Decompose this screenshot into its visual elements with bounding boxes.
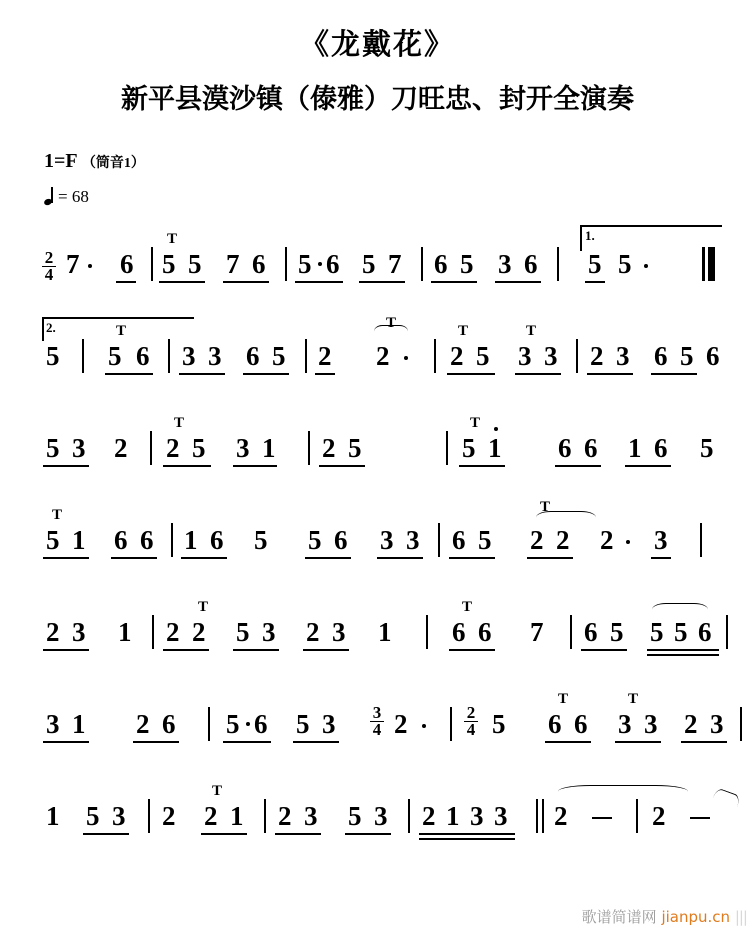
note: 5 xyxy=(476,341,490,371)
note: 1 xyxy=(72,525,86,555)
note: 7 xyxy=(530,617,544,647)
note: 6 xyxy=(452,617,466,647)
note: 6 xyxy=(434,249,448,279)
barline xyxy=(208,707,210,741)
score-system xyxy=(40,401,730,493)
note: 3 xyxy=(470,801,484,831)
barline xyxy=(557,247,559,281)
tempo-value: = 68 xyxy=(58,187,89,206)
barline xyxy=(171,523,173,557)
note: 3 xyxy=(332,617,346,647)
note: 3 xyxy=(182,341,196,371)
note: 5 xyxy=(618,249,632,279)
note: 2 xyxy=(376,341,390,371)
note: 1 xyxy=(262,433,276,463)
note: 3 xyxy=(72,433,86,463)
footer-watermark xyxy=(582,906,747,927)
time-signature: 2 4 xyxy=(42,250,56,283)
ornament-mark: T xyxy=(167,231,178,247)
augmentation-dot xyxy=(404,356,408,360)
ornament-mark: T xyxy=(470,415,481,431)
barline xyxy=(408,799,410,833)
note: 3 xyxy=(236,433,250,463)
note: 2 xyxy=(422,801,436,831)
beam-underline xyxy=(83,833,129,835)
note: 6 xyxy=(252,249,266,279)
beam-underline xyxy=(159,281,205,283)
beam-underline xyxy=(459,465,505,467)
beam-underline xyxy=(303,649,349,651)
note: 2 xyxy=(166,433,180,463)
note: 6 xyxy=(452,525,466,555)
barline xyxy=(168,339,170,373)
beam-underline xyxy=(585,281,605,283)
beam-underline xyxy=(223,741,271,743)
note: 2 xyxy=(114,433,128,463)
beam-underline xyxy=(201,833,247,835)
beam-underline xyxy=(233,465,277,467)
note: 6 xyxy=(574,709,588,739)
footer-site-en: jianpu.cn xyxy=(661,908,731,926)
note: 2 xyxy=(306,617,320,647)
note: 5 xyxy=(46,341,60,371)
beam-underline xyxy=(419,833,515,835)
beam-underline-2 xyxy=(647,654,719,656)
barline xyxy=(151,247,153,281)
augmentation-dot xyxy=(246,722,250,726)
augmentation-dot xyxy=(626,540,630,544)
note: 1 xyxy=(628,433,642,463)
beam-underline xyxy=(377,557,423,559)
note: 5 xyxy=(680,341,694,371)
beam-underline xyxy=(527,557,573,559)
note: 5 xyxy=(108,341,122,371)
note: 1 xyxy=(488,433,502,463)
slur xyxy=(558,785,688,798)
note: 2 xyxy=(554,801,568,831)
beam-underline xyxy=(359,281,405,283)
ornament-mark: T xyxy=(526,323,537,339)
note: 1 xyxy=(46,801,60,831)
note: 5 xyxy=(674,617,688,647)
note: 7 xyxy=(66,249,80,279)
barline xyxy=(438,523,440,557)
barline xyxy=(446,431,448,465)
barline xyxy=(426,615,428,649)
note: 6 xyxy=(698,617,712,647)
barline xyxy=(726,615,728,649)
note: 2 xyxy=(204,801,218,831)
note: 2 xyxy=(318,341,332,371)
beam-underline xyxy=(431,281,477,283)
note: 5 xyxy=(348,801,362,831)
beam-underline xyxy=(43,649,89,651)
note: 2 xyxy=(322,433,336,463)
beam-underline xyxy=(305,557,351,559)
note: 1 xyxy=(118,617,132,647)
barline xyxy=(434,339,436,373)
note: 1 xyxy=(184,525,198,555)
score-body xyxy=(40,217,730,861)
note: 3 xyxy=(46,709,60,739)
note: 3 xyxy=(544,341,558,371)
ornament-mark: T xyxy=(628,691,639,707)
note: 2 xyxy=(162,801,176,831)
note: 5 xyxy=(192,433,206,463)
note: 5 xyxy=(254,525,268,555)
beam-underline xyxy=(233,649,279,651)
time-signature-change: 2 4 xyxy=(464,705,478,738)
note: 5 xyxy=(188,249,202,279)
note: 3 xyxy=(406,525,420,555)
note: 1 xyxy=(230,801,244,831)
note: 2 xyxy=(46,617,60,647)
note: 6 xyxy=(584,433,598,463)
augmentation-dot xyxy=(88,264,92,268)
note: 6 xyxy=(334,525,348,555)
barline xyxy=(152,615,154,649)
beam-underline-2 xyxy=(419,838,515,840)
beam-underline xyxy=(345,833,391,835)
note: 3 xyxy=(304,801,318,831)
barline xyxy=(576,339,578,373)
barline xyxy=(305,339,307,373)
beam-underline xyxy=(447,373,495,375)
note: 3 xyxy=(322,709,336,739)
ornament-mark: T xyxy=(198,599,209,615)
beam-underline xyxy=(449,649,495,651)
ornament-mark: T xyxy=(116,323,127,339)
note: 3 xyxy=(618,709,632,739)
beam-underline xyxy=(179,373,225,375)
beam-underline xyxy=(545,741,591,743)
augmentation-dot xyxy=(422,724,426,728)
score-system xyxy=(40,769,730,861)
note: 5 xyxy=(610,617,624,647)
barline xyxy=(536,799,538,833)
note: 5 xyxy=(46,525,60,555)
ornament-mark: T xyxy=(540,499,551,515)
note: 3 xyxy=(494,801,508,831)
score-system xyxy=(40,677,730,769)
note: 3 xyxy=(380,525,394,555)
barline xyxy=(542,799,544,833)
note: 5 xyxy=(272,341,286,371)
note: 2 xyxy=(166,617,180,647)
note: 6 xyxy=(654,341,668,371)
note: 3 xyxy=(262,617,276,647)
note: 7 xyxy=(226,249,240,279)
barline xyxy=(308,431,310,465)
note: 2 xyxy=(652,801,666,831)
ornament-mark: T xyxy=(558,691,569,707)
score-system xyxy=(40,217,730,309)
note: 5 xyxy=(236,617,250,647)
quarter-note-icon xyxy=(44,187,55,207)
barline xyxy=(264,799,266,833)
note: 2 xyxy=(530,525,544,555)
beam-underline xyxy=(651,373,697,375)
barline xyxy=(421,247,423,281)
note: 3 xyxy=(72,617,86,647)
sheet-music-page xyxy=(0,22,755,933)
repeat-end-barline xyxy=(702,247,705,281)
barline xyxy=(150,431,152,465)
note: 5 xyxy=(462,433,476,463)
volta-bracket xyxy=(580,225,722,251)
key-signature: 1=F xyxy=(44,150,77,172)
note: 6 xyxy=(584,617,598,647)
repeat-end-barline-thick xyxy=(708,247,715,281)
score-system xyxy=(40,493,730,585)
volta-number: 1. xyxy=(585,228,595,243)
note: 3 xyxy=(498,249,512,279)
beam-underline xyxy=(315,373,335,375)
note: 5 xyxy=(46,433,60,463)
slur xyxy=(652,603,708,616)
note: 5 xyxy=(460,249,474,279)
note: 2 xyxy=(136,709,150,739)
beam-underline xyxy=(615,741,661,743)
beam-underline xyxy=(319,465,365,467)
ornament-mark: T xyxy=(386,315,397,331)
volta-number: 2. xyxy=(46,320,56,335)
beam-underline xyxy=(681,741,727,743)
beam-underline xyxy=(647,649,719,651)
note: 6 xyxy=(114,525,128,555)
beam-underline xyxy=(243,373,289,375)
note: 6 xyxy=(162,709,176,739)
note: 1 xyxy=(378,617,392,647)
barline xyxy=(285,247,287,281)
note: 7 xyxy=(388,249,402,279)
barline xyxy=(636,799,638,833)
ornament-mark: T xyxy=(462,599,473,615)
note: 3 xyxy=(616,341,630,371)
ornament-mark: T xyxy=(52,507,63,523)
note: 3 xyxy=(644,709,658,739)
ornament-mark: T xyxy=(458,323,469,339)
barline xyxy=(450,707,452,741)
note: 3 xyxy=(208,341,222,371)
barline xyxy=(148,799,150,833)
beam-underline xyxy=(555,465,601,467)
beam-underline xyxy=(275,833,321,835)
time-signature-change: 3 4 xyxy=(370,705,384,738)
barline xyxy=(740,707,742,741)
ornament-mark: T xyxy=(212,783,223,799)
note: 2 xyxy=(450,341,464,371)
note: 6 xyxy=(548,709,562,739)
note: 5 xyxy=(478,525,492,555)
note: 5 xyxy=(492,709,506,739)
note: 6 xyxy=(524,249,538,279)
note: 5 xyxy=(162,249,176,279)
note: 3 xyxy=(518,341,532,371)
beam-underline xyxy=(105,373,153,375)
note: 6 xyxy=(326,249,340,279)
note: 6 xyxy=(246,341,260,371)
note: 2 xyxy=(394,709,408,739)
beam-underline xyxy=(116,281,136,283)
note: 2 xyxy=(192,617,206,647)
note: 5 xyxy=(650,617,664,647)
note: 6 xyxy=(210,525,224,555)
beam-underline xyxy=(295,281,343,283)
slur-tail xyxy=(709,787,741,818)
sustain-dash xyxy=(690,817,710,819)
note: 2 xyxy=(556,525,570,555)
key-signature-line xyxy=(44,150,755,173)
beam-underline xyxy=(587,373,633,375)
footer-bars-icon: ||| xyxy=(734,908,747,926)
tempo-marking xyxy=(44,187,755,207)
augmentation-dot xyxy=(644,264,648,268)
barline xyxy=(700,523,702,557)
beam-underline xyxy=(43,741,89,743)
ornament-mark: T xyxy=(174,415,185,431)
note: 6 xyxy=(136,341,150,371)
augmentation-dot xyxy=(318,262,322,266)
beam-underline xyxy=(181,557,227,559)
note: 6 xyxy=(254,709,268,739)
note: 5 xyxy=(226,709,240,739)
beam-underline xyxy=(449,557,495,559)
beam-underline xyxy=(163,465,211,467)
octave-dot-above xyxy=(494,427,498,431)
score-system xyxy=(40,309,730,401)
note: 6 xyxy=(706,341,720,371)
key-note: （筒音1） xyxy=(81,156,145,171)
page-subtitle: 新平县漠沙镇（傣雅）刀旺忠、封开全演奏 xyxy=(121,84,634,115)
note: 6 xyxy=(558,433,572,463)
page-title: 《龙戴花》 xyxy=(299,27,455,61)
note: 3 xyxy=(112,801,126,831)
note: 5 xyxy=(348,433,362,463)
note: 5 xyxy=(298,249,312,279)
beam-underline xyxy=(495,281,541,283)
beam-underline xyxy=(43,465,89,467)
note: 3 xyxy=(710,709,724,739)
note: 5 xyxy=(362,249,376,279)
note: 5 xyxy=(588,249,602,279)
sustain-dash xyxy=(592,817,612,819)
beam-underline xyxy=(163,649,209,651)
beam-underline xyxy=(133,741,179,743)
note: 2 xyxy=(278,801,292,831)
beam-underline xyxy=(111,557,157,559)
note: 1 xyxy=(446,801,460,831)
note: 5 xyxy=(308,525,322,555)
beam-underline xyxy=(515,373,561,375)
note: 3 xyxy=(374,801,388,831)
note: 6 xyxy=(654,433,668,463)
footer-site-cn: 歌谱简谱网 xyxy=(581,908,657,926)
beam-underline xyxy=(43,557,89,559)
note: 6 xyxy=(478,617,492,647)
note: 2 xyxy=(600,525,614,555)
beam-underline xyxy=(223,281,269,283)
note: 3 xyxy=(654,525,668,555)
beam-underline xyxy=(651,557,671,559)
note: 1 xyxy=(72,709,86,739)
barline xyxy=(570,615,572,649)
note: 5 xyxy=(700,433,714,463)
note: 5 xyxy=(296,709,310,739)
note: 6 xyxy=(120,249,134,279)
beam-underline xyxy=(625,465,671,467)
note: 2 xyxy=(684,709,698,739)
note: 5 xyxy=(86,801,100,831)
note: 6 xyxy=(140,525,154,555)
beam-underline xyxy=(293,741,339,743)
beam-underline xyxy=(581,649,627,651)
note: 2 xyxy=(590,341,604,371)
score-system xyxy=(40,585,730,677)
barline xyxy=(82,339,84,373)
